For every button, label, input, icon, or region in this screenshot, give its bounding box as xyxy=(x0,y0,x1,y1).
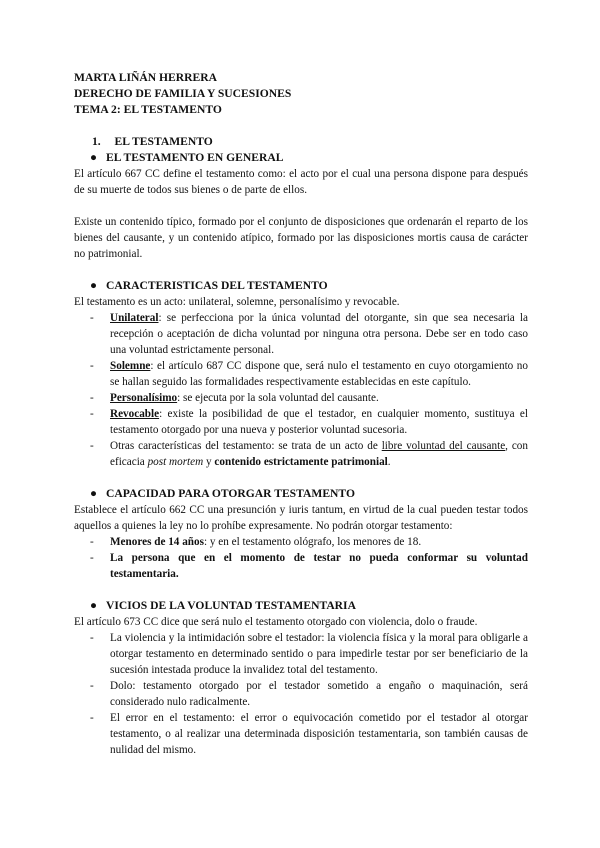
topic-title: TEMA 2: EL TESTAMENTO xyxy=(74,103,222,116)
list-item: - Revocable: existe la posibilidad de que el testador, en cualquier momento, sustituya el testamento otorgado por una nueva y posterior voluntad sucesoria. xyxy=(90,408,528,436)
paragraph: El artículo 673 CC dice que será nulo el testamento otorgado con violencia, dolo o fraude. xyxy=(74,616,478,628)
subheading-vicios: ● VICIOS DE LA VOLUNTAD TESTAMENTARIA xyxy=(90,599,356,612)
section-number: 1. xyxy=(92,135,101,148)
list-item: - Unilateral: se perfecciona por la única voluntad del otorgante, sin que sea necesaria la recepción o aceptación de dicha voluntad por ninguna otra persona. Debe ser en todo caso una voluntad estrictamente personal. xyxy=(90,312,528,356)
list-item: - Solemne: el artículo 687 CC dispone que, será nulo el testamento en cuyo otorgamiento no se hallan seguido las formalidades respectivamente establecidas en este capítulo. xyxy=(90,360,528,388)
caracteristicas-list xyxy=(74,310,528,470)
section-title: EL TESTAMENTO xyxy=(114,135,213,148)
list-item: - Otras características del testamento: se trata de un acto de libre voluntad del causante, con eficacia post mortem y contenido estrictamente patrimonial. xyxy=(90,440,528,468)
list-item: - El error en el testamento: el error o equivocación cometido por el testador al otorgar testamento, o al realizar una determinada disposición testamentaria, son también causas de nulidad del mismo. xyxy=(90,712,528,756)
bullet-icon: ● xyxy=(90,487,98,500)
bullet-icon: ● xyxy=(90,599,98,612)
list-item: - Personalísimo: se ejecuta por la sola voluntad del causante. xyxy=(90,392,379,404)
capacidad-list xyxy=(74,534,528,582)
paragraph: El artículo 667 CC define el testamento como: el acto por el cual una persona dispone para después de su muerte de todos sus bienes o de parte de ellos. xyxy=(74,168,528,196)
paragraph: Existe un contenido típico, formado por el conjunto de disposiciones que ordenarán el reparto de los bienes del causante, y un contenido atípico, formado por las disposiciones mortis causa de carácter no patrimonial. xyxy=(74,216,528,260)
subheading-capacidad: ● CAPACIDAD PARA OTORGAR TESTAMENTO xyxy=(90,487,355,500)
paragraph: El testamento es un acto: unilateral, solemne, personalísimo y revocable. xyxy=(74,296,400,308)
list-item: - Menores de 14 años: y en el testamento ológrafo, los menores de 18. xyxy=(90,536,422,548)
list-item: - Dolo: testamento otorgado por el testador sometido a engaño o maquinación, será considerado nulo radicalmente. xyxy=(90,680,528,708)
list-item: - La violencia y la intimidación sobre el testador: la violencia física y la moral para obligarle a otorgar testamento en determinado sentido o para impedirle testar por ser beneficiario de la sucesión intestada produce la invalidez total del testamento. xyxy=(90,632,528,676)
subheading-caracteristicas: ● CARACTERISTICAS DEL TESTAMENTO xyxy=(90,279,328,292)
document-body xyxy=(74,70,528,758)
author-name: MARTA LIÑÁN HERRERA xyxy=(74,71,218,84)
bullet-icon: ● xyxy=(90,279,98,292)
vicios-list xyxy=(74,630,528,758)
paragraph: Establece el artículo 662 CC una presunción y iuris tantum, en virtud de la cual pueden testar todos aquellos a quienes la ley no lo prohíbe expresamente. No podrán otorgar testamento: xyxy=(74,504,528,532)
subheading-general: ● EL TESTAMENTO EN GENERAL xyxy=(90,151,284,164)
section-heading xyxy=(92,134,528,150)
list-item: - La persona que en el momento de testar no pueda conformar su voluntad testamentaria. xyxy=(90,552,528,580)
bullet-icon: ● xyxy=(90,151,98,164)
course-title: DERECHO DE FAMILIA Y SUCESIONES xyxy=(74,87,292,100)
